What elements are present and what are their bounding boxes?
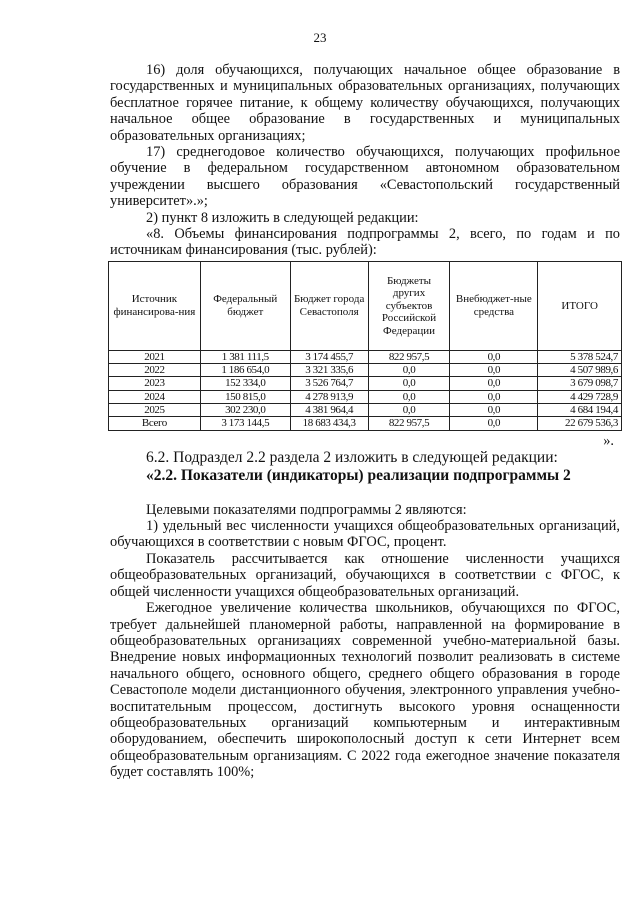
section-6-2: 6.2. Подраздел 2.2 раздела 2 изложить в следующей редакции:	[146, 448, 558, 466]
cell-city: 3 526 764,7	[290, 377, 368, 390]
cell-other: 0,0	[368, 404, 450, 417]
cell-federal: 302 230,0	[200, 404, 290, 417]
paragraph-item-16: 16) доля обучающихся, получающих начальное общее образование в государственных и муниципальных образовательных организациях, получающих бесплатное горячее питание, к общему количеству обучающихся, получающих начальное общее образование в государственных и муниципальных образовательных организациях;	[110, 62, 620, 144]
table-row	[109, 364, 622, 377]
header-federal: Федеральный бюджет	[200, 261, 290, 350]
cell-federal: 152 334,0	[200, 377, 290, 390]
section-2-2-heading: «2.2. Показатели (индикаторы) реализации подпрограммы 2	[146, 466, 571, 484]
cell-year: 2022	[109, 364, 201, 377]
cell-extra: 0,0	[450, 377, 538, 390]
header-total: ИТОГО	[538, 261, 622, 350]
paragraph-item-17: 17) среднегодовое количество обучающихся, получающих профильное обучение в федеральном государственном автономном образовательном учреждении высшего образования «Севастопольский государственный университет».»;	[110, 144, 620, 210]
cell-other: 0,0	[368, 377, 450, 390]
cell-year: 2021	[109, 350, 201, 363]
paragraph-indicator-1: 1) удельный вес численности учащихся общеобразовательных организаций, обучающихся в соответствии с новым ФГОС, процент.	[110, 518, 620, 551]
cell-city: 4 381 964,4	[290, 404, 368, 417]
cell-total: 4 507 989,6	[538, 364, 622, 377]
cell-extra: 0,0	[450, 390, 538, 403]
page-number: 23	[313, 30, 327, 45]
cell-total: 3 679 098,7	[538, 377, 622, 390]
paragraph-targets-intro: Целевыми показателями подпрограммы 2 являются:	[146, 501, 467, 518]
cell-year: 2024	[109, 390, 201, 403]
cell-city: 18 683 434,3	[290, 417, 368, 430]
cell-city: 3 321 335,6	[290, 364, 368, 377]
document-body	[110, 62, 620, 781]
quote-end: ».	[603, 432, 614, 449]
cell-year: 2025	[109, 404, 201, 417]
cell-extra: 0,0	[450, 417, 538, 430]
cell-total: 22 679 536,3	[538, 417, 622, 430]
financing-table	[108, 261, 622, 431]
cell-total: 5 378 524,7	[538, 350, 622, 363]
cell-other: 0,0	[368, 364, 450, 377]
cell-federal: 3 173 144,5	[200, 417, 290, 430]
cell-other: 822 957,5	[368, 350, 450, 363]
cell-federal: 150 815,0	[200, 390, 290, 403]
cell-year: Всего	[109, 417, 201, 430]
table-row	[109, 350, 622, 363]
table-row	[109, 390, 622, 403]
paragraph-calculation: Показатель рассчитывается как отношение численности учащихся общеобразовательных организаций, обучающихся в соответствии с ФГОС, к общей численности учащихся общеобразовательных организаций.	[110, 550, 620, 600]
cell-other: 822 957,5	[368, 417, 450, 430]
paragraph-financing-intro: «8. Объемы финансирования подпрограммы 2, всего, по годам и по источникам финансирования (тыс. рублей):	[110, 226, 620, 259]
cell-year: 2023	[109, 377, 201, 390]
table-row-total	[109, 417, 622, 430]
cell-federal: 1 186 654,0	[200, 364, 290, 377]
table-row	[109, 377, 622, 390]
header-other-subjects: Бюджеты других субъектов Российской Федерации	[368, 261, 450, 350]
cell-extra: 0,0	[450, 350, 538, 363]
cell-extra: 0,0	[450, 364, 538, 377]
cell-other: 0,0	[368, 390, 450, 403]
paragraph-point-8: 2) пункт 8 изложить в следующей редакции:	[146, 209, 419, 226]
paragraph-annual-increase: Ежегодное увеличение количества школьников, обучающихся по ФГОС, требует дальнейшей планомерной работы, направленной на формирование в общеобразовательных организациях современной учебно-материальной базы. Внедрение новых информационных технологий позволит реализовать в системе начального общего, основного общего, среднего общего образования в городе Севастополе модели дистанционного обучения, электронного управления учебно-воспитательным процессом, достигнуть высокого уровня оснащенности общеобразовательных организаций компьютерным и интерактивным оборудованием, обеспечить широкополосный доступ к сети Интернет всем общеобразовательным организациям. С 2022 года ежегодное значение показателя будет составлять 100%;	[110, 600, 620, 781]
table-row	[109, 404, 622, 417]
table-header-row	[109, 261, 622, 350]
cell-extra: 0,0	[450, 404, 538, 417]
header-city: Бюджет города Севастополя	[290, 261, 368, 350]
cell-total: 4 684 194,4	[538, 404, 622, 417]
cell-city: 4 278 913,9	[290, 390, 368, 403]
cell-federal: 1 381 111,5	[200, 350, 290, 363]
header-extrabudget: Внебюджет-ные средства	[450, 261, 538, 350]
header-source: Источник финансирова-ния	[109, 261, 201, 350]
cell-total: 4 429 728,9	[538, 390, 622, 403]
cell-city: 3 174 455,7	[290, 350, 368, 363]
